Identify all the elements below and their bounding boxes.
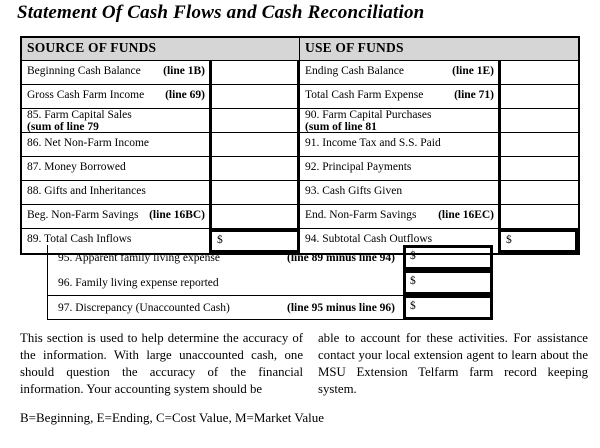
net-non-farm-income-input[interactable] <box>209 133 300 156</box>
family-living-expense-reported-input[interactable] <box>403 270 493 295</box>
column-header-use-of-funds: USE OF FUNDS <box>305 40 404 55</box>
body-text-left-column: This section is used to help determine the accuracy of the information. With large unaccounted cash, one should question the accuracy of the financial information. Your accounting system should be <box>20 331 303 396</box>
line-ref: (line 16EC) <box>438 209 494 221</box>
table-row <box>22 133 578 157</box>
row-label: 90. Farm Capital Purchases (sum of line 81 <box>305 109 432 132</box>
cash-gifts-given-input[interactable] <box>498 181 578 204</box>
row-label: Gross Cash Farm Income (line 69) <box>27 89 205 101</box>
row-label: 85. Farm Capital Sales (sum of line 79 <box>27 109 132 132</box>
row-label: End. Non-Farm Savings (line 16EC) <box>305 209 494 221</box>
dollar-sign: $ <box>217 234 223 246</box>
line-ref: (line 69) <box>165 89 205 101</box>
table-row <box>48 245 493 270</box>
table-row <box>22 109 578 133</box>
principal-payments-input[interactable] <box>498 157 578 180</box>
row-label: Ending Cash Balance (line 1E) <box>305 65 494 77</box>
row-label: 94. Subtotal Cash Outflows <box>305 233 433 245</box>
body-text-right-column: able to account for these activities. For assistance contact your local extension agent to learn about the MSU Extension Telfarm farm record keeping system. <box>318 331 588 396</box>
column-header-source-of-funds: SOURCE OF FUNDS <box>22 38 300 60</box>
ending-cash-balance-input[interactable] <box>498 61 578 84</box>
row-label: 87. Money Borrowed <box>27 161 126 173</box>
apparent-family-living-expense-input[interactable] <box>403 245 493 270</box>
row-label: Beginning Cash Balance (line 1B) <box>27 65 205 77</box>
row-label: 93. Cash Gifts Given <box>305 185 403 197</box>
legend-text: B=Beginning, E=Ending, C=Cost Value, M=Market Value <box>20 410 324 425</box>
table-row <box>48 270 493 295</box>
gross-cash-farm-income-input[interactable] <box>209 85 300 108</box>
row-label: Total Cash Farm Expense (line 71) <box>305 89 494 101</box>
page-title: Statement Of Cash Flows and Cash Reconciliation <box>17 2 425 23</box>
cash-flow-table <box>20 36 580 255</box>
row-label: 91. Income Tax and S.S. Paid <box>305 137 441 149</box>
table-row <box>22 157 578 181</box>
row-label: 97. Discrepancy (Unaccounted Cash) (line 95 minus line 96) <box>48 295 403 320</box>
table-row <box>22 205 578 229</box>
table-row <box>22 85 578 109</box>
row-label: Beg. Non-Farm Savings (line 16BC) <box>27 209 205 221</box>
explanatory-text <box>20 330 588 398</box>
gifts-and-inheritances-input[interactable] <box>209 181 300 204</box>
row-label: 86. Net Non-Farm Income <box>27 137 149 149</box>
farm-capital-sales-input[interactable] <box>209 109 300 132</box>
row-label: 96. Family living expense reported <box>58 276 219 289</box>
beginning-cash-balance-input[interactable] <box>209 61 300 84</box>
income-tax-ss-paid-input[interactable] <box>498 133 578 156</box>
line-ref: (line 1B) <box>163 65 205 77</box>
table-row <box>22 181 578 205</box>
line-ref: (line 71) <box>454 89 494 101</box>
discrepancy-unaccounted-cash-input[interactable] <box>403 295 493 320</box>
dollar-sign: $ <box>410 275 416 287</box>
dollar-sign: $ <box>410 300 416 312</box>
dollar-sign: $ <box>506 234 512 246</box>
subtotal-cash-outflows-input[interactable] <box>498 229 578 253</box>
farm-capital-purchases-input[interactable] <box>498 109 578 132</box>
line-ref: (line 16BC) <box>149 209 205 221</box>
row-label: 88. Gifts and Inheritances <box>27 185 146 197</box>
end-non-farm-savings-input[interactable] <box>498 205 578 228</box>
line-ref: (line 89 minus line 94) <box>287 251 395 264</box>
dollar-sign: $ <box>410 250 416 262</box>
reconciliation-section <box>47 245 493 320</box>
line-ref: (line 1E) <box>452 65 494 77</box>
table-header-row <box>22 38 578 61</box>
row-label: 95. Apparent family living expense (line 89 minus line 94) <box>48 245 403 270</box>
beg-non-farm-savings-input[interactable] <box>209 205 300 228</box>
total-cash-farm-expense-input[interactable] <box>498 85 578 108</box>
row-label: 89. Total Cash Inflows <box>27 233 132 245</box>
line-ref: (line 95 minus line 96) <box>287 301 395 314</box>
row-label: 92. Principal Payments <box>305 161 412 173</box>
table-row <box>22 61 578 85</box>
table-row <box>48 295 493 320</box>
money-borrowed-input[interactable] <box>209 157 300 180</box>
